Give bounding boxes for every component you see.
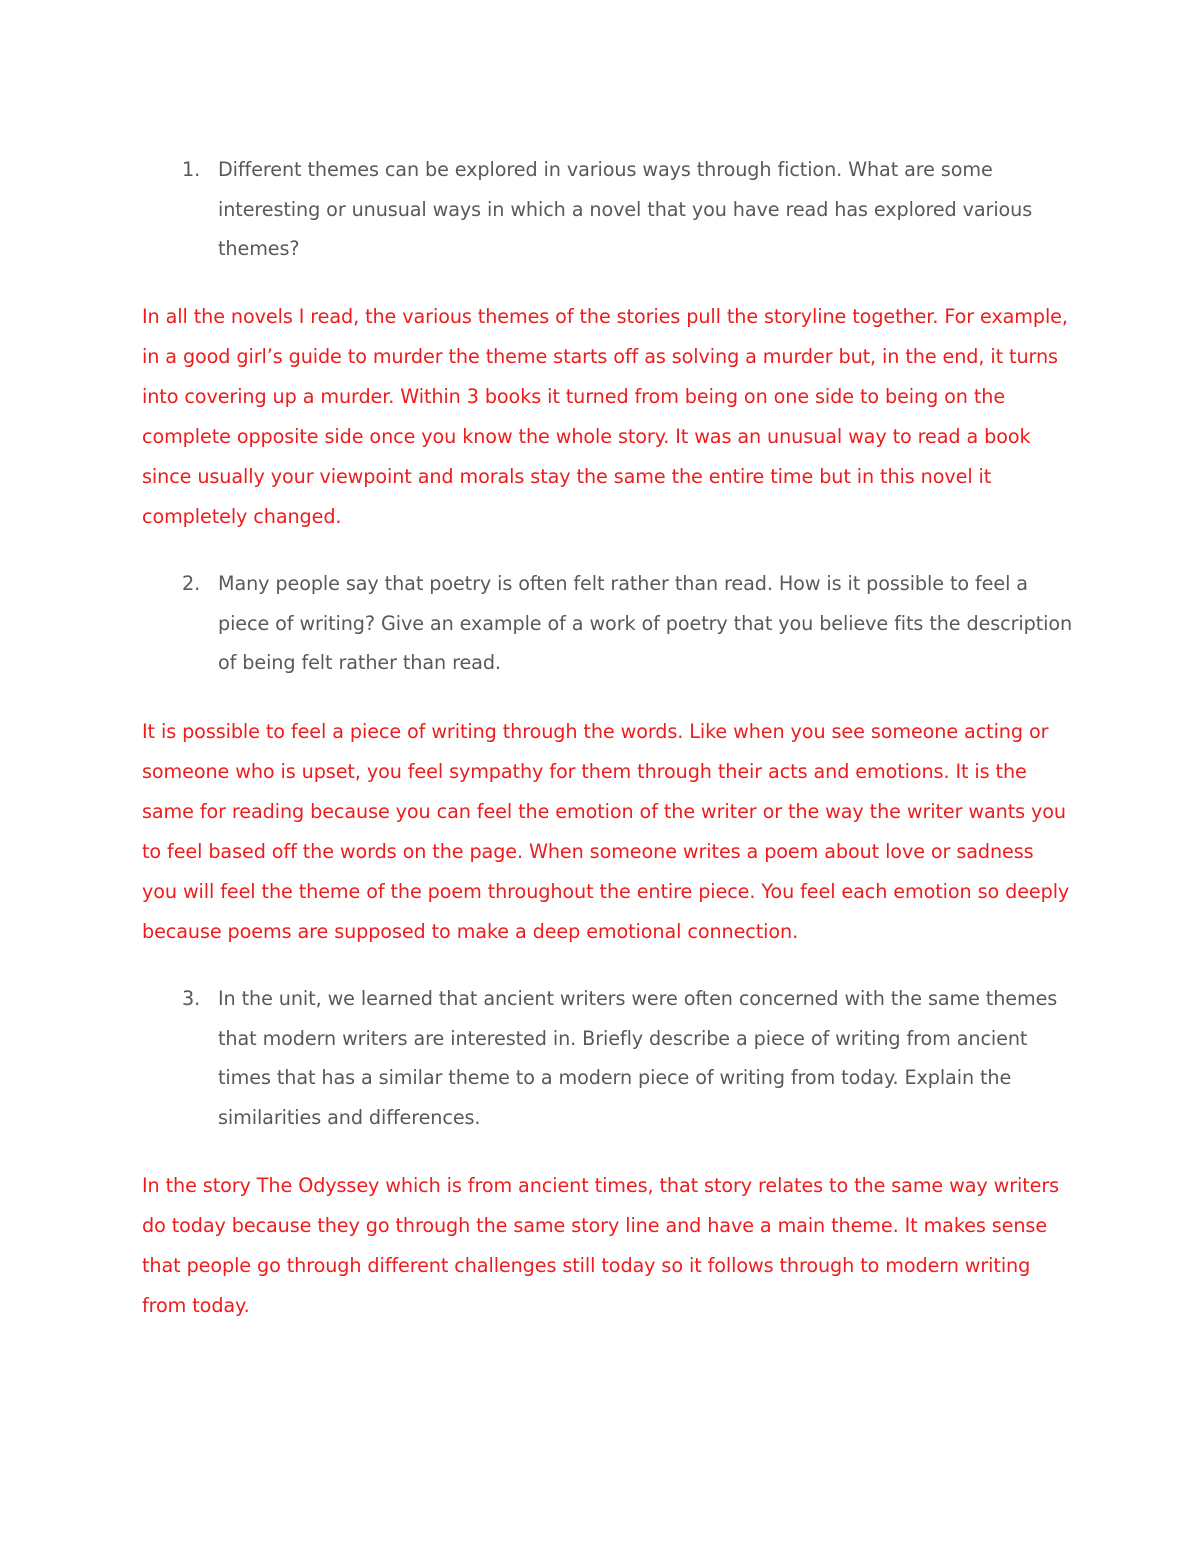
answer-2: It is possible to feel a piece of writing through the words. Like when you see someone acting or someone who is upset, you feel sympathy for them through their acts and emotions. It is the same for reading because you can feel the emotion of the writer or the way the writer wants you to feel based off the words on the page. When someone writes a poem about love or sadness you will feel the theme of the poem throughout the entire piece. You feel each emotion so deeply because poems are supposed to make a deep emotional connection.	[142, 720, 1070, 943]
answer-3: In the story The Odyssey which is from ancient times, that story relates to the same way writers do today because they go through the same story line and have a main theme. It makes sense that people go through different challenges still today so it follows through to modern writing from today.	[142, 1174, 1060, 1317]
question-2	[182, 564, 1078, 683]
question-number: 3.	[182, 987, 201, 1010]
question-text: Different themes can be explored in various ways through fiction. What are some interesting or unusual ways in which a novel that you have read has explored various themes?	[218, 158, 1033, 261]
question-1	[182, 150, 1078, 269]
question-text: Many people say that poetry is often felt rather than read. How is it possible to feel a piece of writing? Give an example of a work of poetry that you believe fits the description of being felt rather than read.	[218, 572, 1073, 675]
answer-1: In all the novels I read, the various themes of the stories pull the storyline together. For example, in a good girl’s guide to murder the theme starts off as solving a murder but, in the end, it turns into covering up a murder. Within 3 books it turned from being on one side to being on the complete opposite side once you know the whole story. It was an unusual way to read a book since usually your viewpoint and morals stay the same the entire time but in this novel it completely changed.	[142, 305, 1068, 528]
question-text: In the unit, we learned that ancient writers were often concerned with the same themes that modern writers are interested in. Briefly describe a piece of writing from ancient times that has a similar theme to a modern piece of writing from today. Explain the similarities and differences.	[218, 987, 1058, 1129]
question-number: 1.	[182, 158, 201, 181]
question-number: 2.	[182, 572, 201, 595]
question-3	[182, 979, 1078, 1137]
